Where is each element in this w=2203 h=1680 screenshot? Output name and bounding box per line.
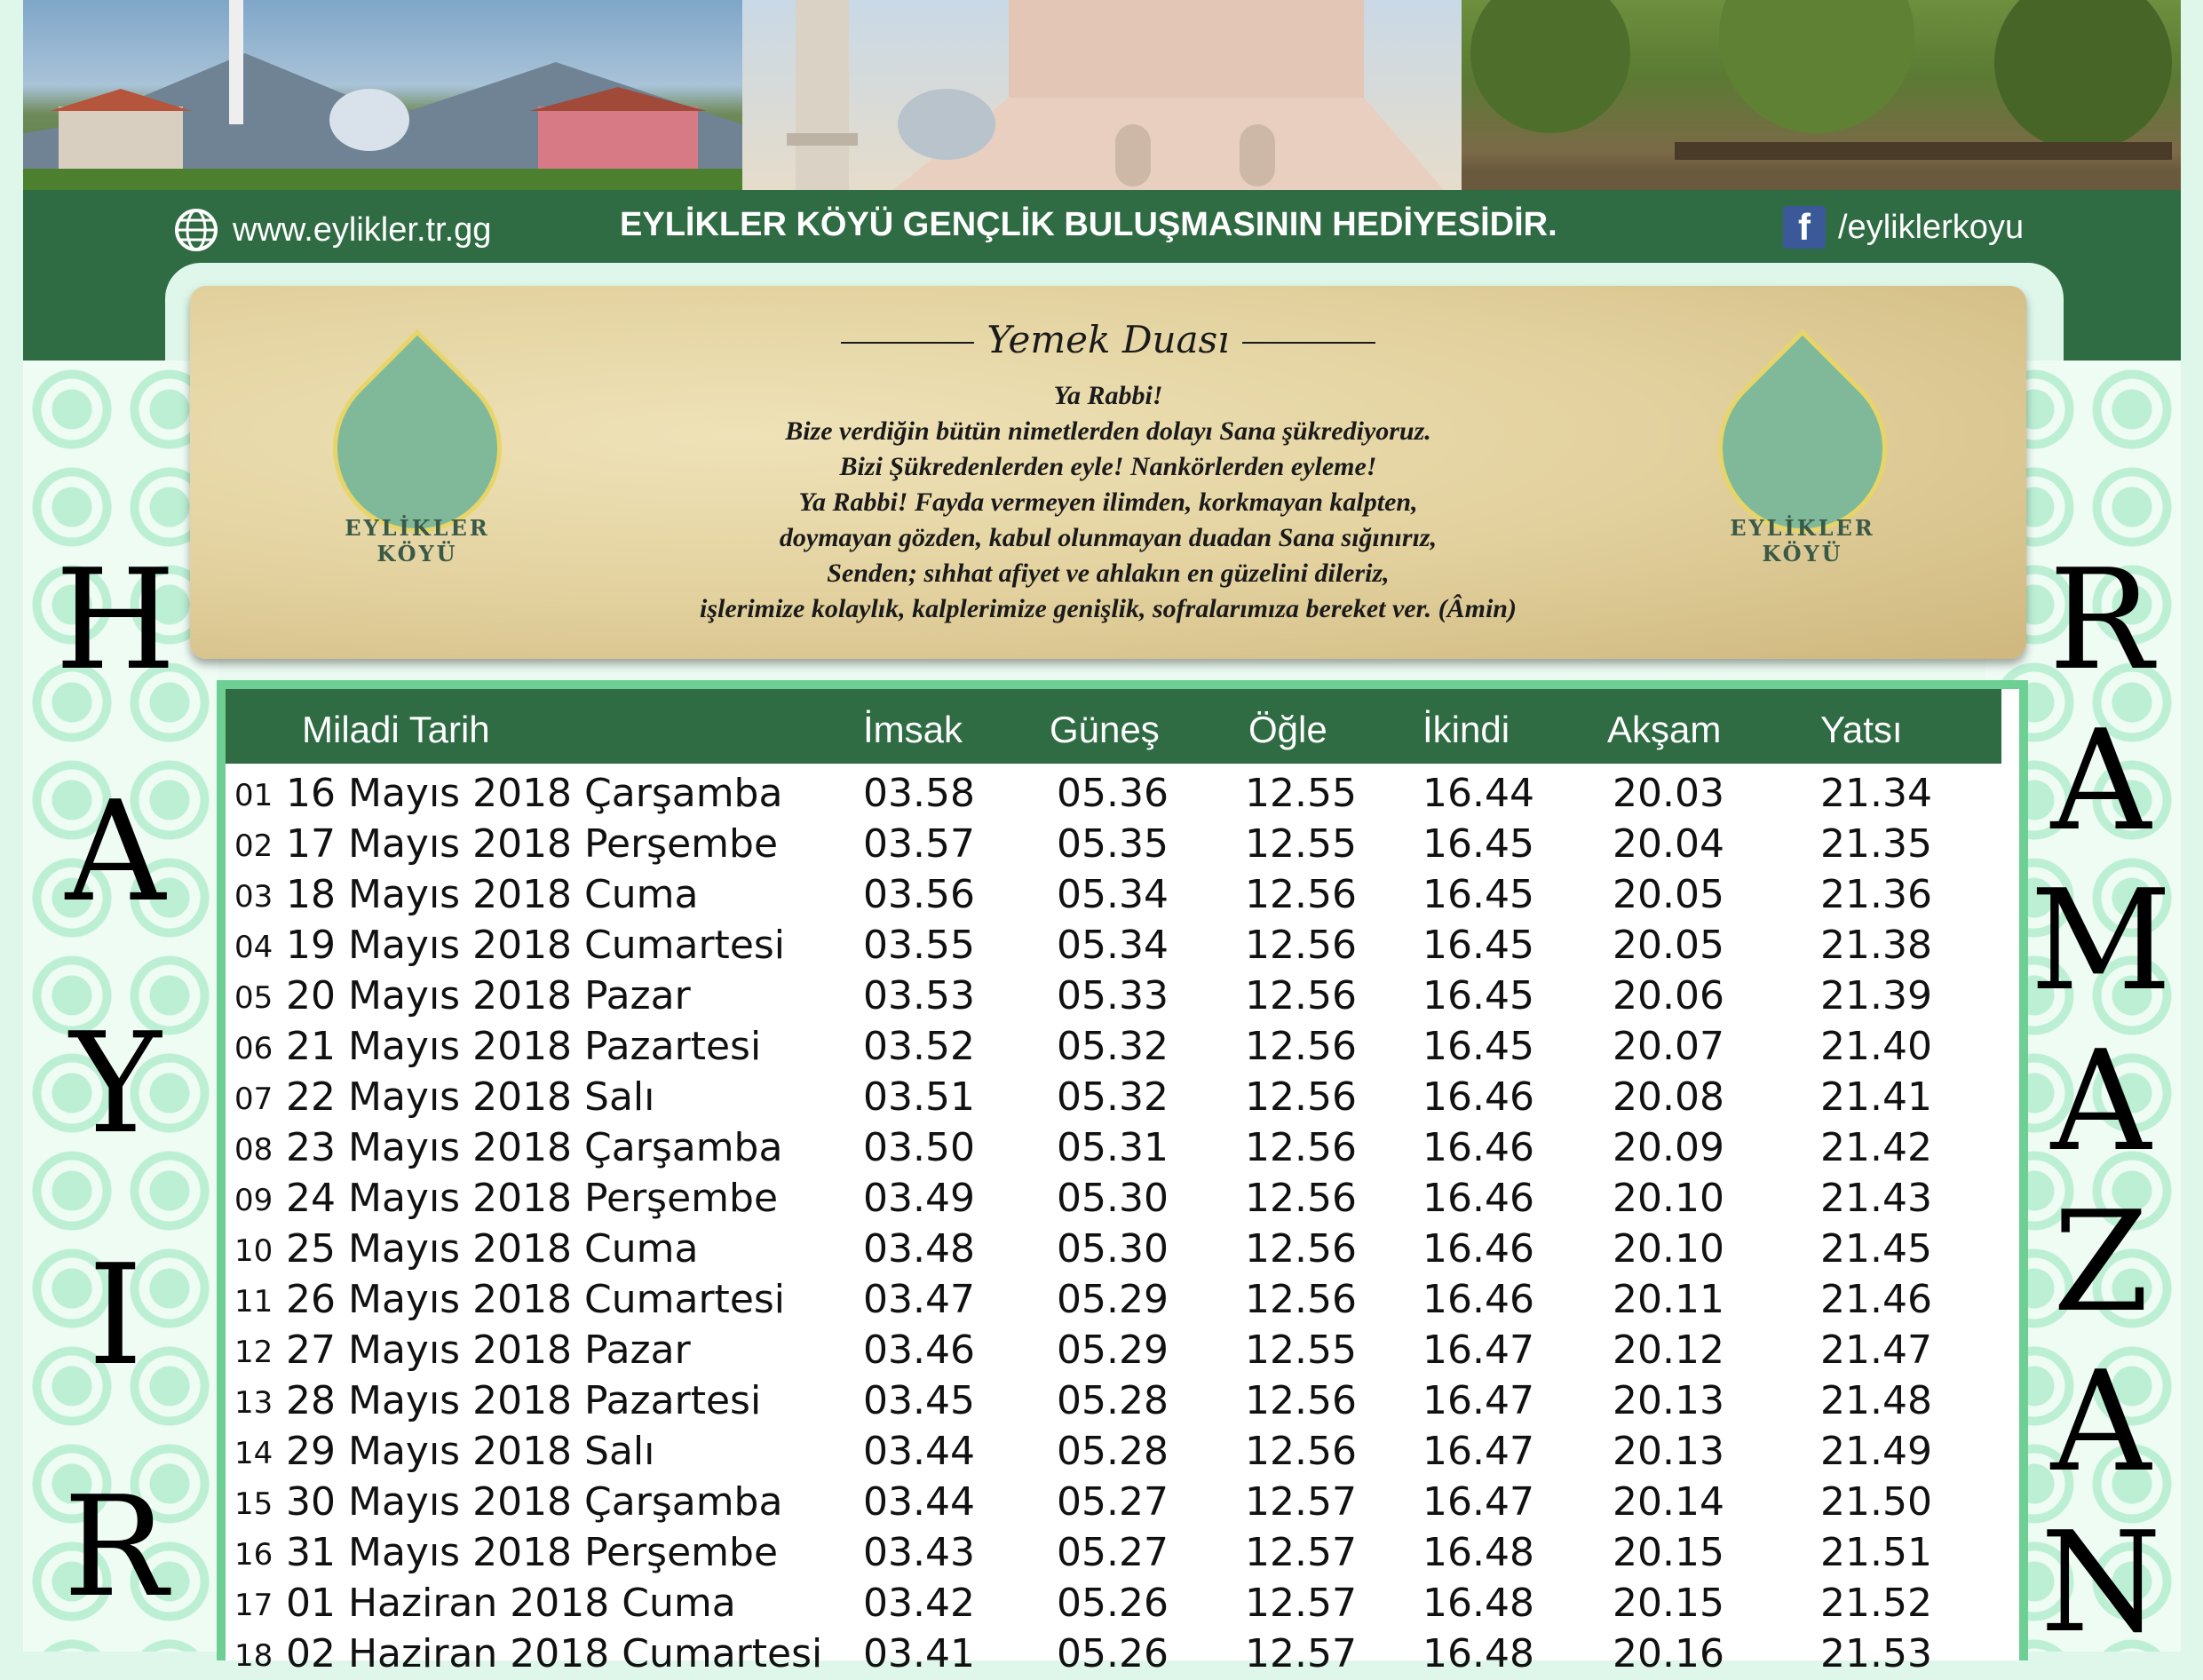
row-date: 30 Mayıs 2018 Çarşamba (286, 1479, 783, 1525)
row-gunes: 05.31 (1057, 1125, 1169, 1170)
table-row (226, 1326, 2001, 1376)
mosque-photo (742, 0, 1462, 190)
row-ogle: 12.56 (1245, 1226, 1357, 1272)
row-imsak: 03.44 (863, 1479, 975, 1525)
row-ogle: 12.56 (1245, 923, 1357, 968)
row-gunes: 05.32 (1057, 1074, 1169, 1120)
row-gunes: 05.34 (1057, 923, 1169, 968)
row-ogle: 12.55 (1245, 821, 1357, 867)
row-yatsi: 21.51 (1820, 1530, 1932, 1575)
row-ogle: 12.56 (1245, 1125, 1357, 1170)
dua-title: Yemek Duası (987, 318, 1230, 361)
row-date: 27 Mayıs 2018 Pazar (286, 1327, 691, 1373)
table-row (226, 1275, 2001, 1326)
table-row (226, 971, 2001, 1022)
row-ikindi: 16.46 (1422, 1277, 1534, 1322)
row-ogle: 12.56 (1245, 1176, 1357, 1221)
dua-line: doymayan gözden, kabul olunmayan duadan Sana sığınırız, (779, 523, 1438, 552)
row-gunes: 05.34 (1057, 872, 1169, 917)
table-header (226, 689, 2001, 764)
row-gunes: 05.27 (1057, 1479, 1169, 1525)
row-aksam: 20.13 (1613, 1378, 1724, 1423)
row-yatsi: 21.41 (1820, 1074, 1932, 1120)
row-date: 23 Mayıs 2018 Çarşamba (286, 1125, 783, 1170)
row-number: 05 (234, 980, 273, 1016)
row-ikindi: 16.47 (1422, 1327, 1534, 1373)
row-aksam: 20.12 (1613, 1327, 1724, 1373)
row-aksam: 20.05 (1613, 923, 1724, 968)
row-imsak: 03.47 (863, 1277, 975, 1322)
table-row (226, 1174, 2001, 1224)
side-letter: H (54, 539, 177, 701)
prayer-times-table (217, 680, 2028, 1676)
row-imsak: 03.41 (863, 1631, 975, 1676)
dua-line: Ya Rabbi! Fayda vermeyen ilimden, korkmayan kalpten, (798, 487, 1418, 517)
row-number: 14 (234, 1436, 273, 1471)
logo-text: EYLİKLER KÖYÜ (1730, 515, 1875, 567)
row-ikindi: 16.47 (1422, 1429, 1534, 1474)
header-imsak: İmsak (863, 709, 963, 750)
row-number: 11 (234, 1284, 273, 1319)
row-ikindi: 16.48 (1422, 1631, 1534, 1676)
side-letter: A (65, 771, 166, 932)
row-ikindi: 16.45 (1422, 872, 1534, 917)
row-date: 02 Haziran 2018 Cumartesi (286, 1631, 823, 1676)
row-aksam: 20.05 (1613, 872, 1724, 917)
row-ogle: 12.56 (1245, 1277, 1357, 1322)
row-number: 12 (234, 1335, 273, 1370)
row-yatsi: 21.49 (1820, 1429, 1932, 1474)
row-imsak: 03.51 (863, 1074, 975, 1120)
header-date: Miladi Tarih (302, 709, 490, 750)
table-row (226, 769, 2001, 820)
banner-headline: EYLİKLER KÖYÜ GENÇLİK BULUŞMASININ HEDİYESİDİR. (620, 206, 1557, 243)
side-letter: N (2040, 1501, 2162, 1663)
dua-line: Bize verdiğin bütün nimetlerden dolayı Sana şükrediyoruz. (785, 416, 1431, 446)
row-aksam: 20.15 (1613, 1530, 1724, 1575)
row-aksam: 20.16 (1613, 1631, 1724, 1676)
row-gunes: 05.26 (1057, 1631, 1169, 1676)
row-number: 02 (234, 828, 273, 864)
row-yatsi: 21.40 (1820, 1024, 1932, 1069)
row-gunes: 05.32 (1057, 1024, 1169, 1069)
side-letter: Y (69, 1002, 162, 1164)
village-illustration (23, 0, 742, 190)
row-imsak: 03.55 (863, 923, 975, 968)
row-aksam: 20.10 (1613, 1176, 1724, 1221)
row-date: 31 Mayıs 2018 Perşembe (286, 1530, 779, 1575)
row-date: 22 Mayıs 2018 Salı (286, 1074, 655, 1120)
flourish-right (1242, 342, 1375, 344)
photo-strip (23, 0, 2181, 190)
row-yatsi: 21.35 (1820, 821, 1932, 867)
header-yatsi: Yatsı (1820, 709, 1903, 750)
row-gunes: 05.28 (1057, 1378, 1169, 1423)
village-photo (23, 0, 742, 190)
side-letter: R (63, 1466, 168, 1628)
row-gunes: 05.27 (1057, 1530, 1169, 1575)
facebook-text: /eyliklerkoyu (1838, 208, 2025, 246)
row-yatsi: 21.39 (1820, 973, 1932, 1018)
row-imsak: 03.58 (863, 771, 975, 816)
header-ikindi: İkindi (1422, 709, 1510, 750)
row-imsak: 03.46 (863, 1327, 975, 1373)
row-imsak: 03.43 (863, 1530, 975, 1575)
side-letter: A (2050, 699, 2151, 861)
row-gunes: 05.29 (1057, 1277, 1169, 1322)
row-number: 04 (234, 930, 273, 965)
table-row (226, 820, 2001, 870)
row-gunes: 05.30 (1057, 1176, 1169, 1221)
website-link[interactable] (172, 206, 491, 254)
row-ogle: 12.56 (1245, 1429, 1357, 1474)
row-ikindi: 16.44 (1422, 771, 1534, 816)
row-number: 03 (234, 879, 273, 915)
row-ikindi: 16.45 (1422, 973, 1534, 1018)
side-letter: A (2050, 1019, 2151, 1182)
row-aksam: 20.15 (1613, 1581, 1724, 1626)
row-imsak: 03.57 (863, 821, 975, 867)
flourish-left (841, 342, 974, 344)
row-gunes: 05.36 (1057, 771, 1169, 816)
row-gunes: 05.35 (1057, 821, 1169, 867)
row-yatsi: 21.52 (1820, 1581, 1932, 1626)
row-number: 01 (234, 778, 273, 813)
trees-illustration (1462, 0, 2181, 190)
row-imsak: 03.42 (863, 1581, 975, 1626)
row-imsak: 03.53 (863, 973, 975, 1018)
row-gunes: 05.30 (1057, 1226, 1169, 1272)
row-ikindi: 16.47 (1422, 1479, 1534, 1525)
header-ogle: Öğle (1248, 709, 1327, 750)
logo-text: EYLİKLER KÖYÜ (345, 515, 490, 567)
side-text-right (2030, 539, 2172, 1663)
row-date: 17 Mayıs 2018 Perşembe (286, 821, 779, 867)
table-row (226, 1579, 2001, 1629)
row-aksam: 20.08 (1613, 1074, 1724, 1120)
row-date: 25 Mayıs 2018 Cuma (286, 1226, 699, 1272)
row-number: 07 (234, 1082, 273, 1117)
row-aksam: 20.11 (1613, 1277, 1724, 1322)
table-row (226, 1528, 2001, 1579)
row-number: 16 (234, 1537, 273, 1573)
row-aksam: 20.13 (1613, 1429, 1724, 1474)
row-yatsi: 21.50 (1820, 1479, 1932, 1525)
row-aksam: 20.03 (1613, 771, 1724, 816)
row-imsak: 03.50 (863, 1125, 975, 1170)
row-imsak: 03.56 (863, 872, 975, 917)
row-date: 01 Haziran 2018 Cuma (286, 1581, 736, 1626)
row-ogle: 12.56 (1245, 973, 1357, 1018)
row-yatsi: 21.46 (1820, 1277, 1932, 1322)
row-number: 06 (234, 1031, 273, 1066)
header-aksam: Akşam (1607, 709, 1722, 750)
row-ogle: 12.55 (1245, 1327, 1357, 1373)
row-ogle: 12.57 (1245, 1631, 1357, 1676)
row-aksam: 20.10 (1613, 1226, 1724, 1272)
banner-bar (23, 190, 2181, 261)
side-letter: A (2050, 1341, 2151, 1503)
row-aksam: 20.09 (1613, 1125, 1724, 1170)
row-date: 19 Mayıs 2018 Cumartesi (286, 923, 786, 968)
table-row (226, 1478, 2001, 1528)
row-date: 20 Mayıs 2018 Pazar (286, 973, 691, 1018)
village-logo-right (1687, 346, 1918, 577)
mosque-illustration (742, 0, 1462, 190)
dua-line: Bizi Şükredenlerden eyle! Nankörlerden eyleme! (839, 452, 1377, 481)
row-date: 26 Mayıs 2018 Cumartesi (286, 1277, 786, 1322)
table-row (226, 1629, 2001, 1680)
table-body (226, 769, 2001, 1680)
row-ogle: 12.56 (1245, 1074, 1357, 1120)
row-yatsi: 21.36 (1820, 872, 1932, 917)
header-gunes: Güneş (1050, 709, 1160, 750)
row-date: 28 Mayıs 2018 Pazartesi (286, 1378, 762, 1423)
row-date: 21 Mayıs 2018 Pazartesi (286, 1024, 762, 1069)
row-yatsi: 21.48 (1820, 1378, 1932, 1423)
side-letter: M (2030, 860, 2172, 1022)
table-row (226, 1022, 2001, 1073)
trees-photo (1462, 0, 2181, 190)
dua-line: işlerimize kolaylık, kalplerimize genişlik, sofralarımıza bereket ver. (Âmin) (700, 594, 1517, 623)
row-yatsi: 21.42 (1820, 1125, 1932, 1170)
row-yatsi: 21.43 (1820, 1176, 1932, 1221)
row-date: 29 Mayıs 2018 Salı (286, 1429, 655, 1474)
facebook-icon: f (1783, 206, 1826, 249)
dua-line: Ya Rabbi! (1053, 381, 1163, 410)
row-imsak: 03.48 (863, 1226, 975, 1272)
row-aksam: 20.07 (1613, 1024, 1724, 1069)
row-ikindi: 16.45 (1422, 923, 1534, 968)
row-number: 10 (234, 1233, 273, 1269)
table-row (226, 870, 2001, 921)
row-ogle: 12.57 (1245, 1479, 1357, 1525)
row-ikindi: 16.48 (1422, 1581, 1534, 1626)
row-yatsi: 21.38 (1820, 923, 1932, 968)
table-row (226, 1073, 2001, 1123)
row-ikindi: 16.46 (1422, 1125, 1534, 1170)
side-letter: I (88, 1234, 143, 1396)
row-yatsi: 21.53 (1820, 1631, 1932, 1676)
side-letter: R (2048, 539, 2153, 701)
facebook-link[interactable] (1783, 206, 2024, 249)
row-ikindi: 16.46 (1422, 1074, 1534, 1120)
row-aksam: 20.14 (1613, 1479, 1724, 1525)
row-date: 16 Mayıs 2018 Çarşamba (286, 771, 783, 816)
row-ikindi: 16.47 (1422, 1378, 1534, 1423)
row-ikindi: 16.48 (1422, 1530, 1534, 1575)
website-text: www.eylikler.tr.gg (233, 210, 492, 249)
row-number: 09 (234, 1183, 273, 1218)
row-number: 13 (234, 1385, 273, 1421)
side-letter: Z (2052, 1180, 2150, 1343)
row-imsak: 03.52 (863, 1024, 975, 1069)
row-ogle: 12.56 (1245, 1378, 1357, 1423)
table-row (226, 1427, 2001, 1478)
table-row (226, 1376, 2001, 1427)
row-date: 24 Mayıs 2018 Perşembe (286, 1176, 779, 1221)
dua-line: Senden; sıhhat afiyet ve ahlakın en güzelini dileriz, (827, 559, 1390, 588)
table-row (226, 1224, 2001, 1275)
row-ogle: 12.56 (1245, 872, 1357, 917)
table-row (226, 921, 2001, 971)
row-number: 17 (234, 1588, 273, 1623)
row-date: 18 Mayıs 2018 Cuma (286, 872, 699, 917)
row-gunes: 05.26 (1057, 1581, 1169, 1626)
row-yatsi: 21.34 (1820, 771, 1932, 816)
row-ogle: 12.55 (1245, 771, 1357, 816)
row-yatsi: 21.45 (1820, 1226, 1932, 1272)
row-ogle: 12.56 (1245, 1024, 1357, 1069)
row-gunes: 05.28 (1057, 1429, 1169, 1474)
row-imsak: 03.49 (863, 1176, 975, 1221)
row-gunes: 05.29 (1057, 1327, 1169, 1373)
row-imsak: 03.45 (863, 1378, 975, 1423)
table-row (226, 1123, 2001, 1174)
row-ikindi: 16.46 (1422, 1226, 1534, 1272)
row-aksam: 20.04 (1613, 821, 1724, 867)
row-number: 18 (234, 1638, 273, 1674)
row-ikindi: 16.46 (1422, 1176, 1534, 1221)
row-yatsi: 21.47 (1820, 1327, 1932, 1373)
row-number: 08 (234, 1132, 273, 1168)
row-ogle: 12.57 (1245, 1581, 1357, 1626)
globe-icon (172, 206, 220, 254)
row-imsak: 03.44 (863, 1429, 975, 1474)
row-ikindi: 16.45 (1422, 1024, 1534, 1069)
row-ikindi: 16.45 (1422, 821, 1534, 867)
row-number: 15 (234, 1486, 273, 1522)
row-gunes: 05.33 (1057, 973, 1169, 1018)
row-aksam: 20.06 (1613, 973, 1724, 1018)
side-text-left (44, 539, 186, 1628)
village-logo-left (302, 346, 533, 577)
row-ogle: 12.57 (1245, 1530, 1357, 1575)
